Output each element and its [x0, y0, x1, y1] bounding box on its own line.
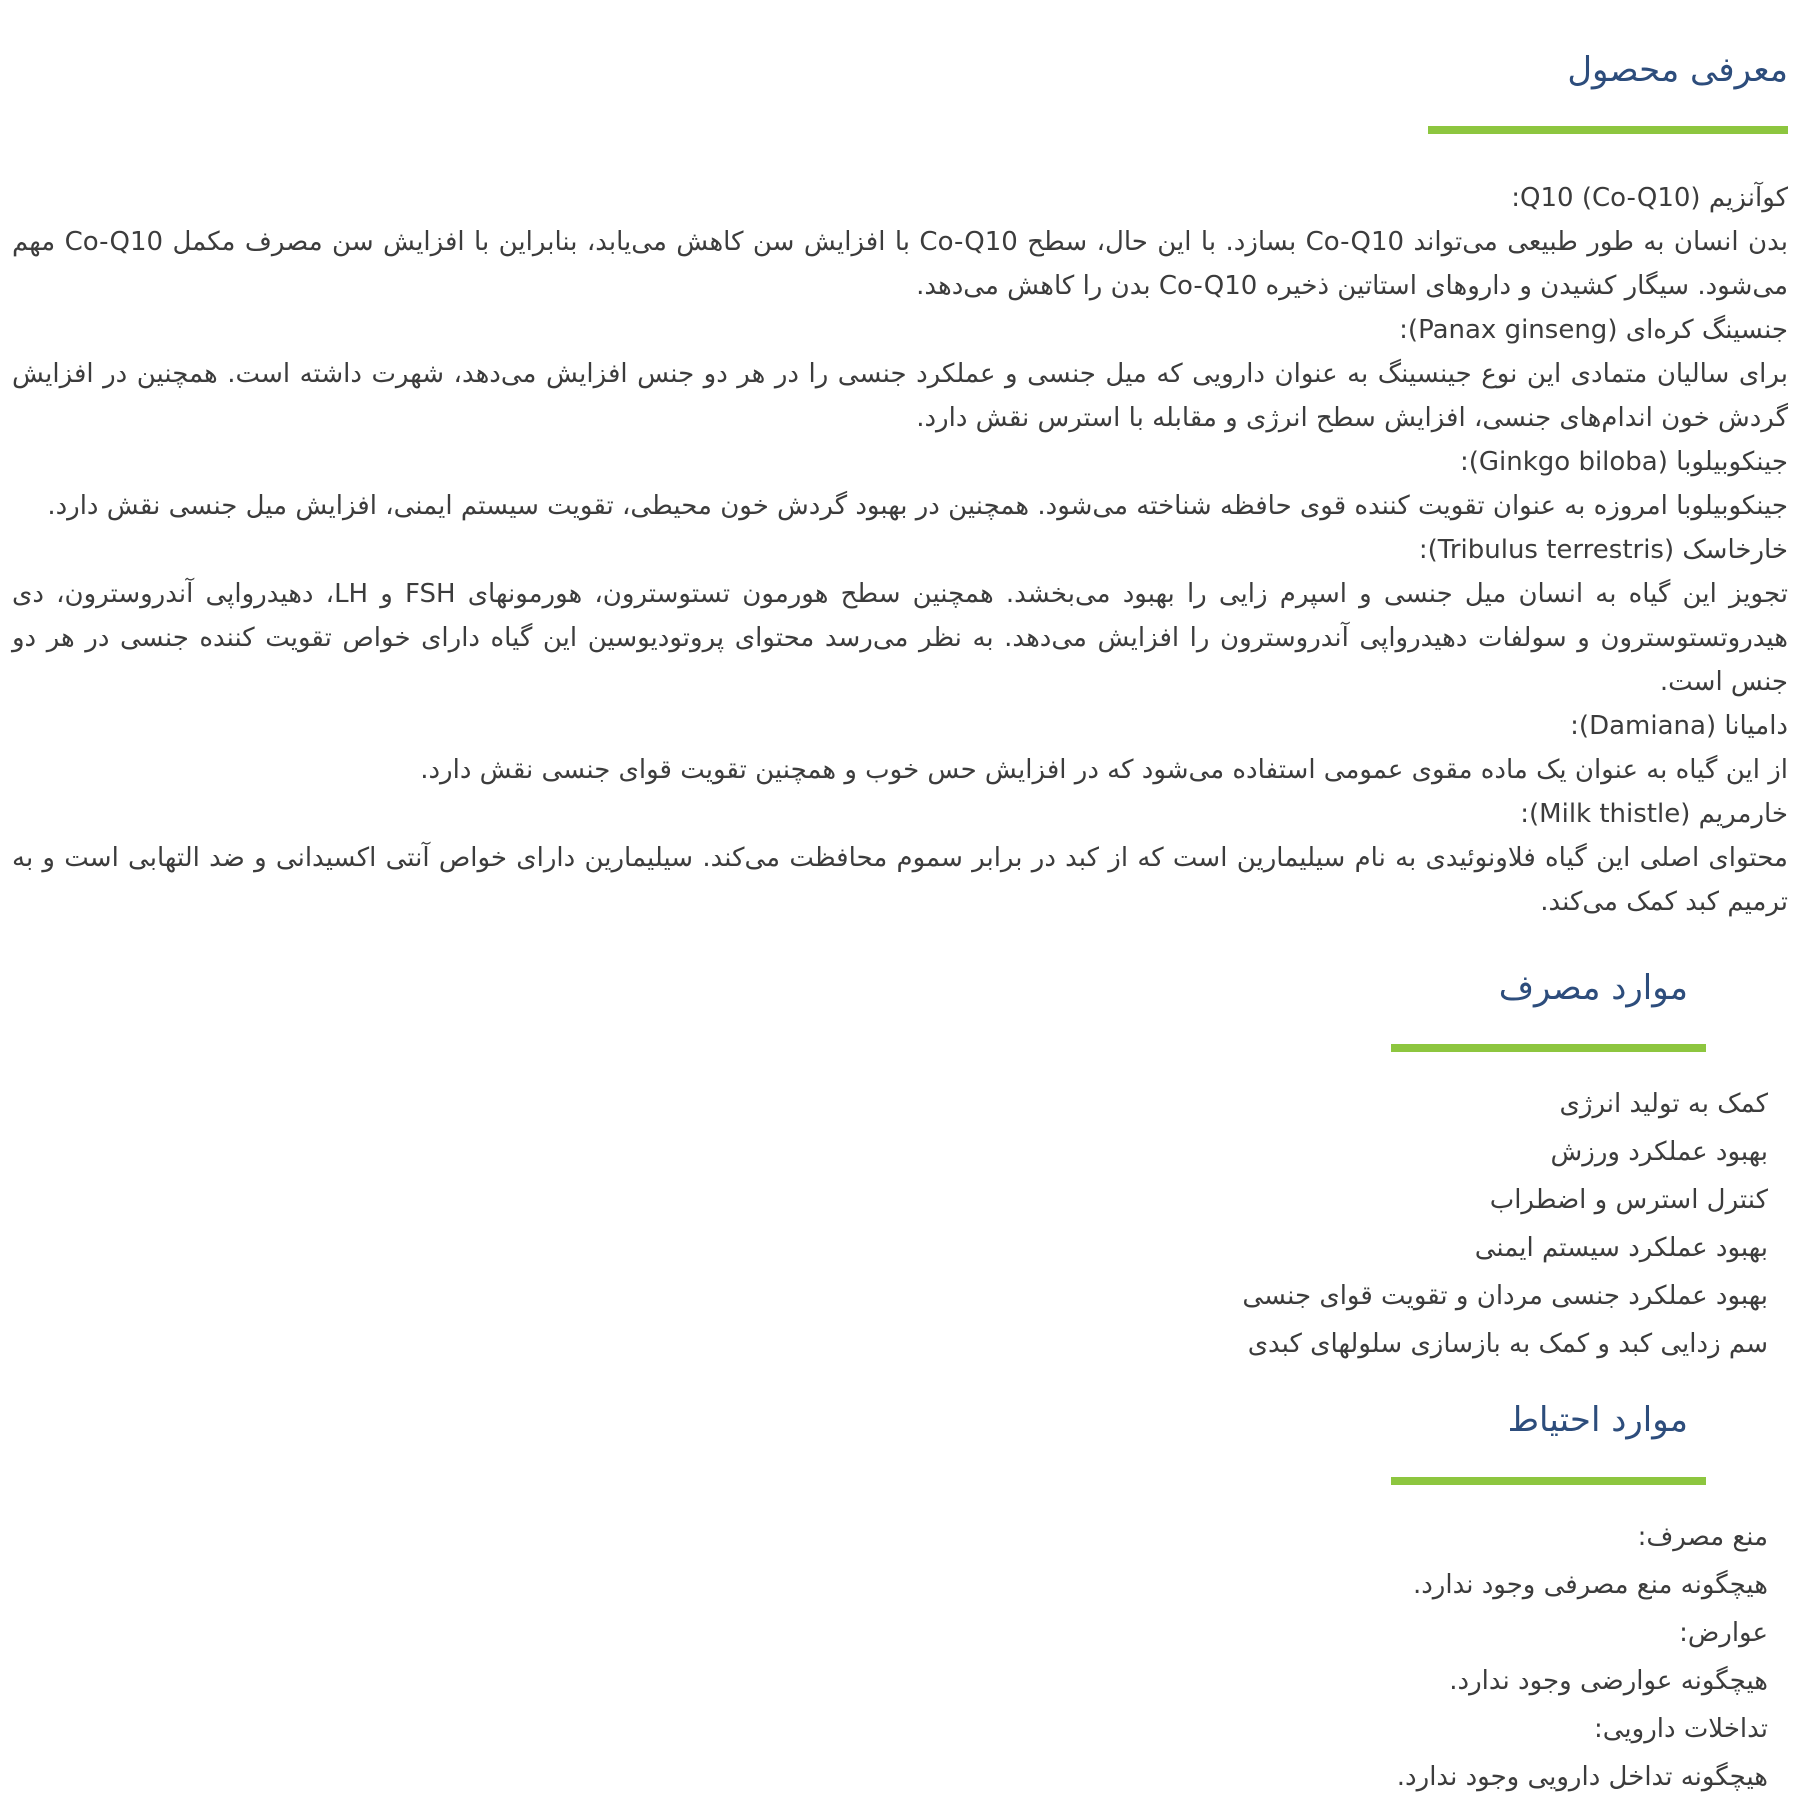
ingredient-text-damiana: از این گیاه به عنوان یک ماده مقوی عمومی استفاده می‌شود که در افزایش حس خوب و همچنین تقویت قوای جنسی نقش دارد.: [420, 755, 1788, 786]
ingredient-label-damiana: دامیانا (Damiana):: [1570, 711, 1788, 742]
green-divider-bar: [1428, 126, 1788, 134]
ingredient-text-ginkgo: جینکوبیلوبا امروزه به عنوان تقویت کننده قوی حافظه شناخته می‌شود. همچنین در بهبود گردش خون محیطی، تقویت سیستم ایمنی، افزایش میل جنسی نقش دارد.: [47, 491, 1788, 522]
section-usage: [12, 924, 1788, 1368]
ingredient-text-tribulus: تجویز این گیاه به انسان میل جنسی و اسپرم زایی را بهبود می‌بخشد. همچنین سطح هورمون تستوسترون، هورمونهای FSH و LH، دهیدرواپی آندروسترون، دی هیدروتستوسترون و سولفات دهیدرواپی آندروسترون را افزایش می‌دهد. به نظر می‌رسد محتوای پروتودیوسین این گیاه دارای خواص تقویت کننده جنسی در هر دو جنس است.: [12, 579, 1788, 698]
caution-line-contraindication-label: منع مصرف:: [1637, 1521, 1768, 1552]
caution-line-interactions-label: تداخلات دارویی:: [1593, 1713, 1768, 1744]
section-title-usage: موارد مصرف: [1498, 968, 1688, 1009]
ingredient-text-milkthistle: محتوای اصلی این گیاه فلاونوئیدی به نام سیلیمارین است که از کبد در برابر سموم محافظت می‌کند. سیلیمارین دارای خواص آنتی اکسیدانی و ضد التهابی است و به ترمیم کبد کمک می‌کند.: [12, 843, 1788, 918]
usage-item: کمک به تولید انرژی: [1559, 1089, 1768, 1120]
product-intro-content: [12, 176, 1788, 924]
usage-item: بهبود عملکرد سیستم ایمنی: [1474, 1233, 1768, 1264]
ingredient-label-ginseng: جنسینگ کره‌ای (Panax ginseng):: [1399, 315, 1788, 346]
usage-item: بهبود عملکرد ورزش: [1550, 1137, 1768, 1168]
ingredient-label-milkthistle: خارمریم (Milk thistle):: [1520, 799, 1788, 830]
ingredient-text-coq10: بدن انسان به طور طبیعی می‌تواند Co-Q10 بسازد. با این حال، سطح Co-Q10 با افزایش سن کاهش می‌یابد، بنابراین با افزایش سن مصرف مکمل Co-Q10 مهم می‌شود. سیگار کشیدن و داروهای استاتین ذخیره Co-Q10 بدن را کاهش می‌دهد.: [12, 227, 1788, 302]
ingredient-text-ginseng: برای سالیان متمادی این نوع جینسینگ به عنوان دارویی که میل جنسی و عملکرد جنسی را در هر دو جنس افزایش می‌دهد، شهرت داشته است. همچنین در افزایش گردش خون اندام‌های جنسی، افزایش سطح انرژی و مقابله با استرس نقش دارد.: [12, 359, 1788, 434]
green-divider-bar: [1391, 1044, 1706, 1052]
section-title-product-intro: معرفی محصول: [1567, 50, 1788, 90]
section-caution: [12, 1368, 1788, 1800]
usage-item: سم زدایی کبد و کمک به بازسازی سلولهای کبدی: [1247, 1329, 1768, 1360]
ingredient-label-tribulus: خارخاسک (Tribulus terrestris):: [1418, 535, 1788, 566]
caution-line-interactions-value: هیچگونه تداخل دارویی وجود ندارد.: [1396, 1761, 1768, 1792]
usage-list: [12, 1080, 1788, 1368]
caution-line-sideeffects-value: هیچگونه عوارضی وجود ندارد.: [1449, 1665, 1768, 1696]
caution-line-sideeffects-label: عوارض:: [1679, 1617, 1768, 1648]
section-product-intro: [12, 0, 1788, 924]
ingredient-label-ginkgo: جینکوبیلوبا (Ginkgo biloba):: [1459, 447, 1788, 478]
usage-item: بهبود عملکرد جنسی مردان و تقویت قوای جنسی: [1242, 1281, 1768, 1312]
green-divider-bar: [1391, 1477, 1706, 1485]
usage-item: کنترل استرس و اضطراب: [1489, 1185, 1768, 1216]
section-title-caution: موارد احتیاط: [1507, 1400, 1688, 1441]
caution-list: [12, 1513, 1788, 1800]
ingredient-label-coq10: کوآنزیم Q10 (Co-Q10):: [1511, 183, 1788, 214]
caution-line-contraindication-value: هیچگونه منع مصرفی وجود ندارد.: [1412, 1569, 1768, 1600]
